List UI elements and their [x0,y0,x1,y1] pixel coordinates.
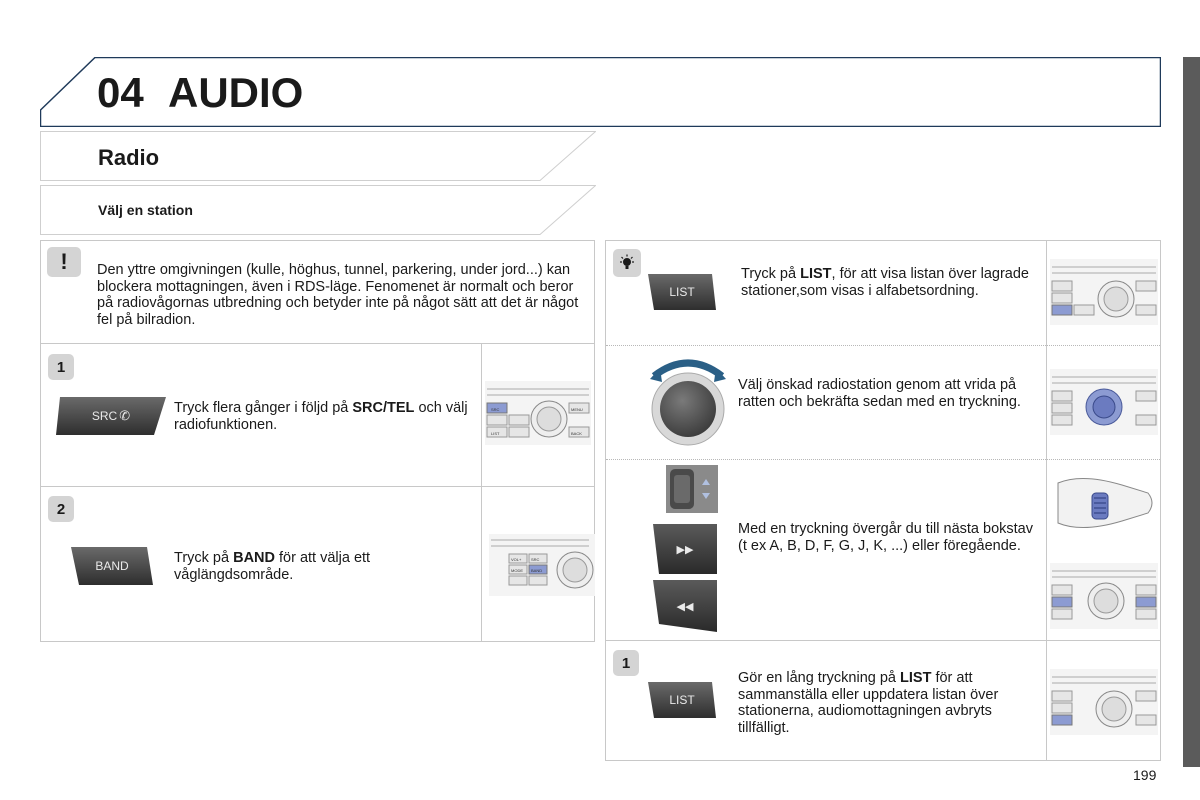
radio-panel-thumb-skip-drawing [1050,563,1158,629]
src-button-label: SRC [91,409,118,423]
page-number: 199 [1133,767,1157,783]
list-text-a: Tryck på [741,266,801,282]
fast-forward-button[interactable] [653,522,717,576]
step-1-badge: 1 [48,354,74,380]
radio-panel-thumb-skip [1050,563,1158,629]
radio-panel-thumb-src-drawing [485,381,591,445]
band-button-label: BAND [95,559,129,573]
step-2-text-b: för att välja ett våglängdsområde. [174,550,371,583]
radio-panel-thumb-band-drawing [489,534,595,596]
subsection-title: Välj en station [98,202,193,218]
steps-left-row-divider [41,486,594,487]
thumb-list-label: LIST [491,431,500,436]
step-right-text [738,670,1043,736]
src-tel-button[interactable] [56,395,166,437]
radio-panel-thumb-long-drawing [1050,669,1158,735]
steering-scroll-wheel[interactable] [666,465,718,513]
thumb-vol-label: VOL+ [511,557,522,562]
fast-forward-icon: ▶▶ [676,543,694,556]
tip-panel [605,240,1161,641]
step-2-badge: 2 [48,496,74,522]
rotary-knob-drawing [648,354,728,448]
step-right-text-bold: LIST [900,670,932,686]
list-button-label: LIST [669,285,695,299]
step-right-panel [605,640,1161,761]
chapter-number: 04 [97,69,144,116]
section-title: Radio [98,145,160,170]
list-long-press-button[interactable] [648,680,716,720]
step-right-divider [1046,641,1047,760]
step-2-text-bold: BAND [233,550,275,566]
thumb-mode-label: MODE [511,568,523,573]
steering-control-thumb-drawing [1052,473,1158,533]
steering-scroll-wheel-drawing [666,465,718,513]
rotary-knob[interactable] [648,354,728,448]
subsection-header [40,185,596,235]
rewind-button[interactable] [653,578,717,634]
band-button[interactable] [71,545,153,587]
section-header [40,131,596,181]
steering-control-thumb [1052,473,1158,533]
rewind-icon: ◀◀ [676,600,694,613]
lightbulb-icon [613,249,641,277]
list-text [741,266,1041,299]
phone-icon: ✆ [119,408,131,423]
skip-text: Med en tryckning övergår du till nästa bokstav (t ex A, B, D, F, G, J, K, ...) eller föregående. [738,521,1033,554]
radio-panel-thumb-list [1050,259,1158,325]
thumb-band-label: BAND [531,568,543,573]
list-button[interactable] [648,272,716,312]
thumb-src2-label: SRC [531,557,540,562]
thumb-menu-label: MENU [571,407,583,412]
radio-panel-thumb-long [1050,669,1158,735]
step-1-text-bold: SRC/TEL [352,400,415,416]
thumb-back-label: BACK [571,431,582,436]
step-2-text-a: Tryck på [174,550,234,566]
radio-panel-thumb-src [485,381,591,445]
list-text-b: , för att visa listan över lagrade stationer,som visas i alfabetsordning. [741,266,1029,299]
exclamation-icon: ! [47,247,81,277]
tip-row-divider-2 [606,459,1160,460]
warning-box [40,240,595,344]
list-long-press-label: LIST [669,693,695,707]
step-right-text-b: för att sammanställa eller uppdatera listan över stationerna, audiomottagningen avbryts tillfälligt. [738,670,999,736]
steps-left-divider [481,344,482,641]
warning-text: Den yttre omgivningen (kulle, höghus, tunnel, parkering, under jord...) kan blockera mottagningen, även i RDS-läge. Fenomenet är normalt och beror på radiovågornas utbredning och betyder inte på något sätt att det är något fel på bilradion. [97,262,579,328]
knob-text: Välj önskad radiostation genom att vrida på ratten och bekräfta sedan med en tryckning. [738,377,1021,410]
radio-panel-thumb-band [489,534,595,596]
thumb-src-label: SRC [491,407,500,412]
steps-left-panel [40,343,595,642]
radio-panel-thumb-knob-drawing [1050,369,1158,435]
tip-divider [1046,241,1047,640]
radio-panel-thumb-knob [1050,369,1158,435]
step-1-text-b: och välj radiofunktionen. [174,400,468,433]
chapter-header [40,57,1161,127]
list-text-bold: LIST [800,266,832,282]
lightbulb-icon-drawing [618,254,636,272]
tip-row-divider-1 [606,345,1160,346]
radio-panel-thumb-list-drawing [1050,259,1158,325]
step-right-badge: 1 [613,650,639,676]
step-1-text-a: Tryck flera gånger i följd på [174,400,353,416]
step-right-text-a: Gör en lång tryckning på [738,670,901,686]
step-2-text [174,550,474,583]
side-tab [1183,57,1200,767]
step-1-text [174,400,474,433]
chapter-title: AUDIO [168,69,304,116]
